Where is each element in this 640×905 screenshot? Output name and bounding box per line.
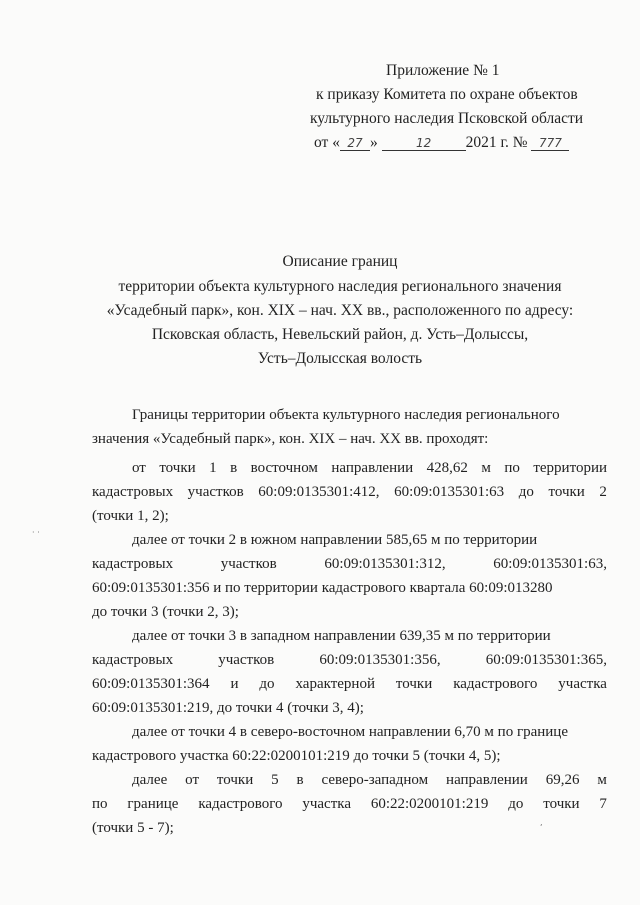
word: участка bbox=[302, 796, 351, 812]
text-line: значения «Усадебный парк», кон. XIX – нач. XX вв. проходят: bbox=[92, 431, 489, 447]
text-line bbox=[92, 456, 607, 480]
word: 60:09:0135301:356, bbox=[319, 652, 441, 668]
title-line: территории объекта культурного наследия регионального значения bbox=[118, 278, 562, 295]
boundary-segment bbox=[92, 456, 607, 528]
text-line bbox=[92, 504, 607, 528]
word: точки bbox=[395, 676, 433, 692]
date-mid: » bbox=[369, 134, 378, 151]
word: северо-западном bbox=[321, 772, 429, 788]
word: 69,26 bbox=[545, 772, 580, 788]
word: и bbox=[230, 676, 239, 692]
text-line bbox=[92, 720, 607, 744]
word: 60:09:0135301:364 bbox=[92, 676, 210, 692]
word: далее от точки 4 в северо-восточном направлении 6,70 м по границе bbox=[132, 724, 568, 740]
text-line bbox=[92, 696, 607, 720]
boundary-segment bbox=[92, 624, 607, 720]
word: точки bbox=[543, 796, 580, 812]
text-line bbox=[92, 600, 607, 624]
word: характерной bbox=[295, 676, 375, 692]
word: 60:22:0200101:219 bbox=[370, 796, 489, 812]
word: направлении bbox=[446, 772, 528, 788]
word: от bbox=[132, 460, 146, 476]
handwritten-number: 777 bbox=[531, 136, 569, 151]
scan-mark: · · bbox=[32, 528, 40, 537]
word: участков bbox=[218, 652, 275, 668]
boundary-segment bbox=[92, 768, 607, 840]
word: м bbox=[481, 460, 491, 476]
word: кадастрового bbox=[198, 796, 283, 812]
word: до bbox=[518, 484, 534, 500]
word: 5 bbox=[271, 772, 279, 788]
word: кадастровых bbox=[92, 652, 174, 668]
word: участков bbox=[220, 556, 277, 572]
text-line bbox=[92, 744, 607, 768]
boundary-segment bbox=[92, 528, 607, 624]
text-line bbox=[92, 480, 607, 504]
word: в bbox=[296, 772, 304, 788]
title-line: Усть–Долысская волость bbox=[257, 350, 423, 367]
word: далее от точки 3 в западном направлении 639,35 м по территории bbox=[132, 628, 551, 644]
word: территории bbox=[533, 460, 607, 476]
authority-name: культурного наследия Псковской области bbox=[310, 110, 584, 127]
word: участка bbox=[558, 676, 607, 692]
word: 60:09:0135301:412, bbox=[258, 484, 380, 500]
date-prefix: от « bbox=[314, 134, 340, 151]
order-date-number bbox=[314, 134, 569, 152]
word: до bbox=[259, 676, 275, 692]
text-line bbox=[92, 816, 607, 840]
word: точки bbox=[159, 460, 196, 476]
handwritten-month: 12 bbox=[382, 136, 466, 151]
word: кадастрового bbox=[453, 676, 538, 692]
word: до точки 3 (точки 2, 3); bbox=[92, 604, 239, 620]
word: направлении bbox=[331, 460, 414, 476]
word: (точки 1, 2); bbox=[92, 508, 169, 524]
word: м bbox=[597, 772, 607, 788]
word: по bbox=[92, 796, 108, 812]
intro-paragraph bbox=[92, 403, 607, 451]
year-number-label: 2021 г. № bbox=[465, 134, 528, 151]
word: 60:09:0135301:356 и по территории кадастрового квартала 60:09:013280 bbox=[92, 580, 553, 596]
word: 60:09:0135301:219, до точки 4 (точки 3, 4); bbox=[92, 700, 364, 716]
word: точки bbox=[216, 772, 254, 788]
scan-mark: , bbox=[540, 818, 543, 827]
text-line: Границы территории объекта культурного наследия регионального bbox=[132, 407, 560, 423]
word: 60:09:0135301:63 bbox=[394, 484, 505, 500]
order-reference: к приказу Комитета по охране объектов bbox=[316, 86, 578, 103]
word: далее bbox=[132, 772, 168, 788]
text-line bbox=[92, 768, 607, 792]
text-line bbox=[92, 528, 607, 552]
text-line bbox=[92, 648, 607, 672]
text-line bbox=[92, 792, 607, 816]
word: до bbox=[508, 796, 524, 812]
word: далее от точки 2 в южном направлении 585,65 м по территории bbox=[132, 532, 538, 548]
title-line: Описание границ bbox=[282, 253, 398, 270]
word: 60:09:0135301:312, bbox=[324, 556, 446, 572]
word: точки bbox=[548, 484, 585, 500]
word: 2 bbox=[599, 484, 607, 500]
handwritten-day: 27 bbox=[340, 136, 370, 151]
text-line bbox=[92, 552, 607, 576]
text-line bbox=[92, 672, 607, 696]
word: по bbox=[504, 460, 520, 476]
text-line bbox=[92, 624, 607, 648]
word: 1 bbox=[209, 460, 217, 476]
title-line: Псковская область, Невельский район, д. Усть–Долыссы, bbox=[151, 326, 529, 343]
word: участков bbox=[187, 484, 244, 500]
word: кадастровых bbox=[92, 556, 174, 572]
appendix-label: Приложение № 1 bbox=[386, 62, 500, 79]
word: в bbox=[230, 460, 238, 476]
title-line: «Усадебный парк», кон. XIX – нач. XX вв., расположенного по адресу: bbox=[106, 302, 574, 319]
text-line bbox=[92, 576, 607, 600]
word: от bbox=[185, 772, 199, 788]
word: 60:09:0135301:63, bbox=[493, 556, 607, 572]
word: (точки 5 - 7); bbox=[92, 820, 174, 836]
word: 60:09:0135301:365, bbox=[485, 652, 607, 668]
boundary-segment bbox=[92, 720, 607, 768]
word: границе bbox=[127, 796, 179, 812]
word: восточном bbox=[250, 460, 318, 476]
word: кадастровых bbox=[92, 484, 174, 500]
word: кадастрового участка 60:22:0200101:219 до точки 5 (точки 4, 5); bbox=[92, 748, 501, 764]
word: 428,62 bbox=[426, 460, 468, 476]
word: 7 bbox=[599, 796, 607, 812]
